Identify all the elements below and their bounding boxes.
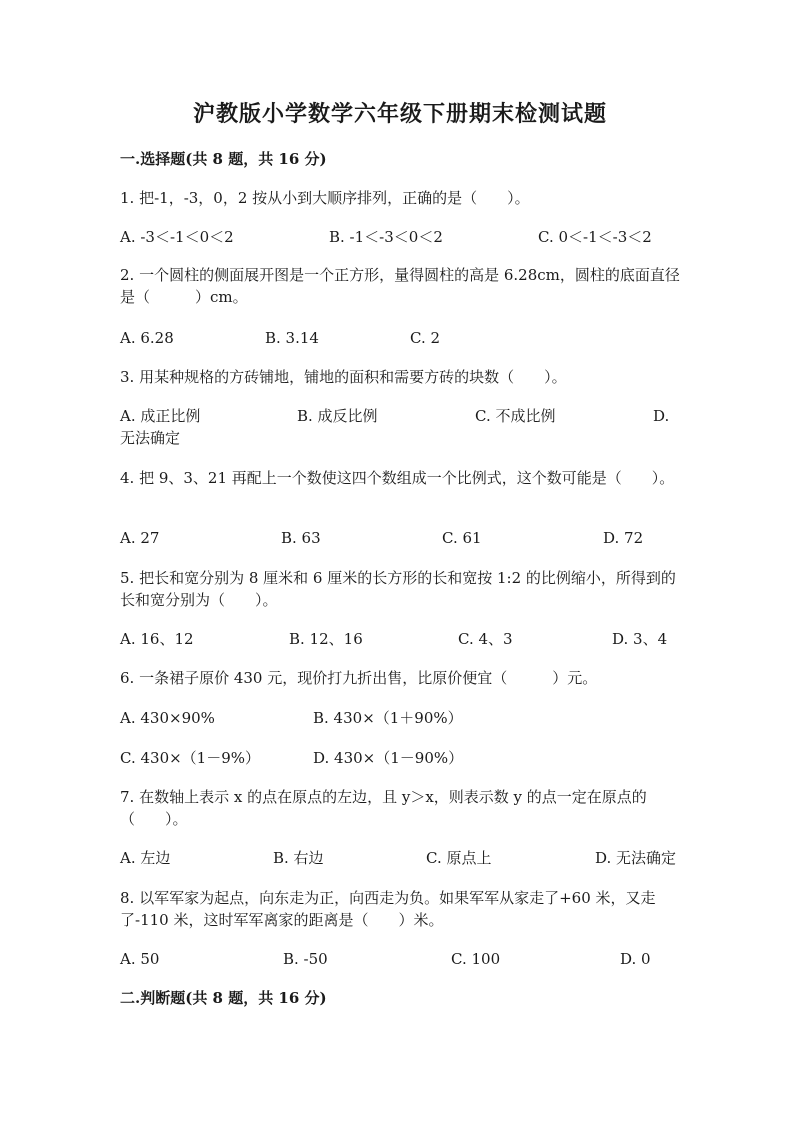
q4-option-d: D. 72 [603, 529, 644, 547]
q8-option-c: C. 100 [451, 950, 501, 968]
q2-option-b: B. 3.14 [265, 329, 319, 347]
q1-option-a: A. -3＜-1＜0＜2 [120, 228, 234, 246]
q4-option-c: C. 61 [442, 529, 482, 547]
q3-option-c: C. 不成比例 [475, 407, 556, 425]
q5-option-a: A. 16、12 [120, 630, 194, 648]
question-3: 3. 用某种规格的方砖铺地，铺地的面积和需要方砖的块数（ ）。 [120, 368, 567, 386]
q2-option-a: A. 6.28 [120, 329, 174, 347]
q7-option-b: B. 右边 [273, 849, 324, 867]
question-6: 6. 一条裙子原价 430 元，现价打九折出售，比原价便宜（ ）元。 [120, 669, 598, 687]
q3-option-d: D. [653, 407, 670, 425]
q7-option-c: C. 原点上 [426, 849, 492, 867]
q5-option-b: B. 12、16 [289, 630, 363, 648]
q5-option-d: D. 3、4 [612, 630, 668, 648]
q6-option-d: D. 430×（1－90%） [313, 749, 464, 767]
question-4: 4. 把 9、3、21 再配上一个数使这四个数组成一个比例式，这个数可能是（ ）。 [120, 469, 675, 487]
q6-option-c: C. 430×（1－9%） [120, 749, 261, 767]
q7-option-a: A. 左边 [120, 849, 171, 867]
q3-option-a: A. 成正比例 [120, 407, 201, 425]
q8-option-b: B. -50 [283, 950, 328, 968]
question-2: 2. 一个圆柱的侧面展开图是一个正方形，量得圆柱的高是 6.28cm，圆柱的底面直径是（ ）cm。 [120, 266, 680, 306]
q4-option-b: B. 63 [281, 529, 321, 547]
q7-option-d: D. 无法确定 [595, 849, 677, 867]
page-title: 沪教版小学数学六年级下册期末检测试题 [192, 101, 607, 127]
question-1: 1. 把-1，-3，0，2 按从小到大顺序排列，正确的是（ ）。 [120, 189, 530, 207]
q8-option-a: A. 50 [120, 950, 160, 968]
q1-option-b: B. -1＜-3＜0＜2 [329, 228, 443, 246]
q4-option-a: A. 27 [120, 529, 160, 547]
q2-option-c: C. 2 [410, 329, 441, 347]
question-5: 5. 把长和宽分别为 8 厘米和 6 厘米的长方形的长和宽按 1:2 的比例缩小，所得到的长和宽分别为（ ）。 [120, 569, 676, 609]
section-heading-judgment: 二.判断题(共 8 题，共 16 分) [120, 989, 327, 1007]
q3-option-d-text: 无法确定 [120, 429, 181, 447]
q1-option-c: C. 0＜-1＜-3＜2 [538, 228, 652, 246]
q5-option-c: C. 4、3 [458, 630, 513, 648]
q3-option-b: B. 成反比例 [297, 407, 378, 425]
q6-option-a: A. 430×90% [120, 709, 215, 727]
q8-option-d: D. 0 [620, 950, 651, 968]
question-8: 8. 以军军家为起点，向东走为正，向西走为负。如果军军从家走了+60 米，又走了-110 米，这时军军离家的距离是（ ）米。 [120, 889, 656, 929]
question-7: 7. 在数轴上表示 x 的点在原点的左边，且 y＞x，则表示数 y 的点一定在原点的（ ）。 [120, 788, 647, 828]
section-heading-choice: 一.选择题(共 8 题，共 16 分) [120, 150, 327, 168]
q6-option-b: B. 430×（1＋90%） [313, 709, 463, 727]
